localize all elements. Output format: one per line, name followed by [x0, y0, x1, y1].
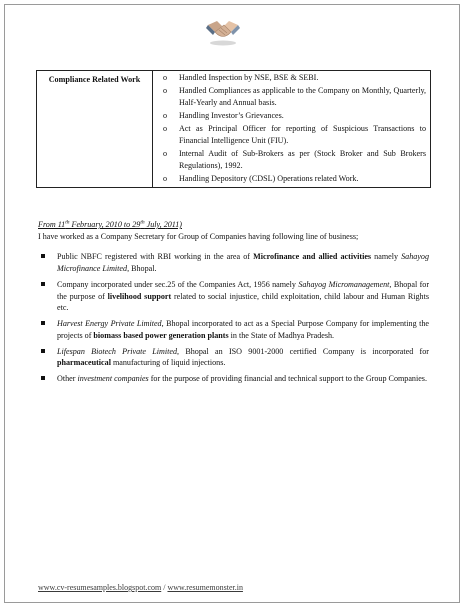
text-run: for the purpose of providing financial and technical support to the Group Companies. — [148, 374, 427, 384]
period-part: February, 2010 to 29 — [69, 220, 141, 229]
list-item-text: Handling Depository (CDSL) Operations related Work. — [179, 173, 359, 183]
text-run: , Bhopal an ISO 9001-2000 certified Company is incorporated for — [177, 346, 429, 356]
square-bullet-icon — [41, 321, 45, 325]
square-bullet-icon — [41, 349, 45, 353]
circle-bullet-icon: o — [163, 110, 168, 120]
list-item — [157, 110, 426, 122]
list-item — [157, 85, 426, 109]
text-run-bold: biomass based power generation plants — [93, 330, 229, 340]
company-list — [38, 251, 429, 384]
text-run: namely — [371, 252, 402, 262]
circle-bullet-icon: o — [163, 123, 168, 133]
footer-link-monster[interactable]: www.resumemonster.in — [167, 583, 243, 592]
text-run: manufacturing of liquid injections. — [110, 358, 226, 368]
text-run: related to social injustice, child exploitation, child labour and Human Rights etc. — [57, 291, 430, 313]
text-run-bold: Microfinance and allied activities — [253, 252, 372, 262]
list-item — [38, 373, 429, 385]
text-run: Other — [57, 374, 78, 384]
square-bullet-icon — [41, 376, 45, 380]
text-run-italic: investment companies — [77, 374, 149, 384]
circle-bullet-icon: o — [163, 148, 168, 158]
list-item — [38, 279, 429, 314]
text-run: , Bhopal incorporated to act as a Special Purpose Company for implementing the projects of — [57, 319, 429, 340]
table-items-cell — [153, 71, 431, 188]
list-item — [38, 318, 429, 341]
text-run: Company incorporated under sec.25 of the Companies Act, 1956 namely — [57, 279, 299, 289]
text-run-italic: Lifespan Biotech Private Limited — [57, 346, 178, 356]
list-item — [157, 148, 426, 172]
period-part: July, 2011) — [144, 220, 182, 229]
list-item-text: Internal Audit of Sub-Brokers as per (Stock Broker and Sub Brokers Regulations), 1992. — [179, 148, 426, 170]
list-item — [38, 251, 429, 274]
list-item — [38, 346, 429, 369]
footer-separator: / — [161, 583, 168, 592]
text-run: in the State of Madhya Pradesh. — [228, 330, 335, 340]
intro-text: I have worked as a Company Secretary for Group of Companies having following line of business; — [38, 231, 359, 241]
footer — [38, 583, 243, 592]
period-sup: th — [140, 219, 145, 226]
list-item-text: Act as Principal Officer for reporting of Suspicious Transactions to Financial Intelligence Unit (FIU). — [179, 123, 426, 145]
period-heading — [38, 219, 429, 231]
period-part: From 11 — [38, 220, 66, 229]
handshake-icon — [205, 13, 241, 47]
experience-section — [38, 219, 429, 389]
text-run: , Bhopal. — [127, 264, 157, 274]
footer-link-cv[interactable]: www.cv-resumesamples.blogspot.com — [38, 583, 162, 592]
text-run-bold: livelihood support — [107, 291, 172, 301]
square-bullet-icon — [41, 282, 45, 286]
circle-bullet-icon: o — [163, 85, 168, 95]
square-bullet-icon — [41, 254, 45, 258]
list-item-text: Handling Investor’s Grievances. — [179, 110, 284, 120]
text-run-italic: Sahayog Micromanagement — [298, 279, 390, 289]
text-run-italic: Harvest Energy Private Limited — [57, 319, 162, 329]
list-item-text: Handled Inspection by NSE, BSE & SEBI. — [179, 73, 319, 82]
compliance-table — [36, 70, 431, 188]
list-item — [157, 123, 426, 147]
period-sup: th — [65, 219, 70, 226]
list-item — [157, 72, 426, 84]
list-item — [157, 173, 426, 185]
compliance-list — [157, 72, 426, 185]
table-label: Compliance Related Work — [37, 71, 153, 188]
list-item-text: Handled Compliances as applicable to the Company on Monthly, Quarterly, Half-Yearly and Annual basis. — [179, 85, 426, 107]
circle-bullet-icon: o — [163, 73, 168, 82]
circle-bullet-icon: o — [163, 173, 168, 183]
text-run: Public NBFC registered with RBI working in the area of — [57, 252, 254, 262]
text-run-bold: pharmaceutical — [57, 358, 111, 368]
text-run-italic: Sahayog Microfinance Limited — [57, 252, 429, 274]
text-run: , Bhopal for the purpose of — [57, 279, 430, 301]
